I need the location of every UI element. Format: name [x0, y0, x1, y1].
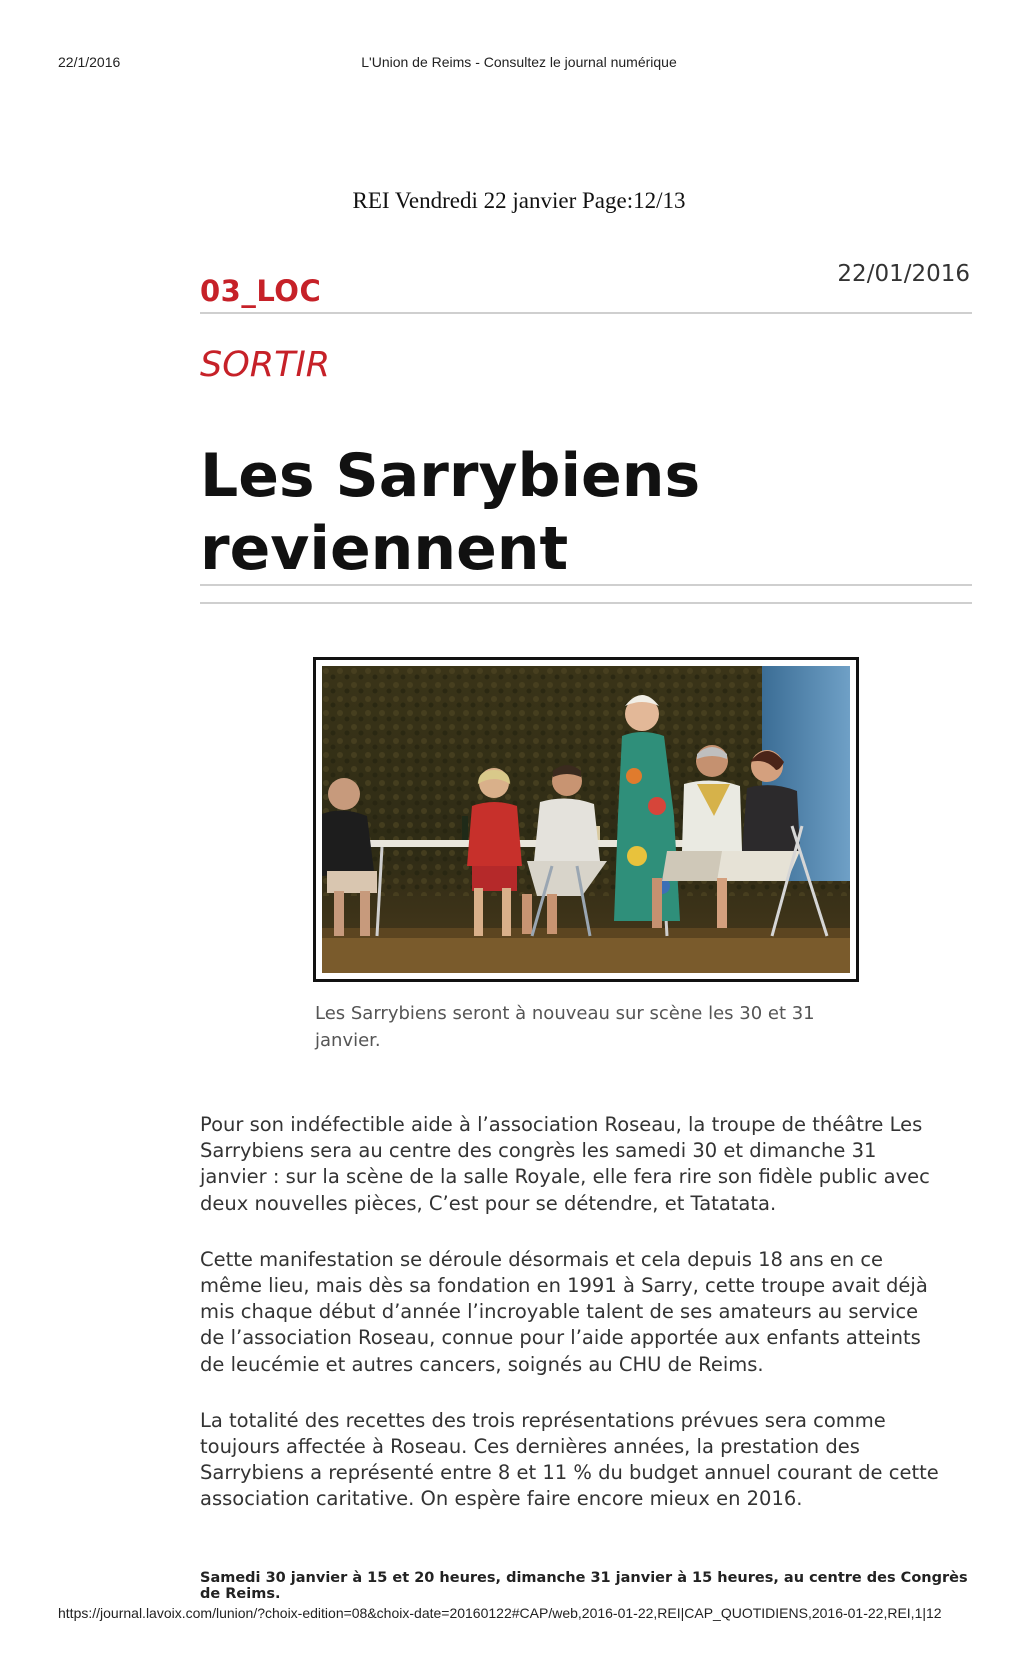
headline	[200, 440, 920, 586]
article-photo	[313, 657, 859, 982]
divider	[200, 312, 972, 314]
divider	[200, 602, 972, 604]
headline-line-2: reviennent	[200, 514, 569, 584]
body-paragraph: Pour son indéfectible aide à l’association Roseau, la troupe de théâtre Les Sarrybiens sera au centre des congrès les samedi 30 et dimanche 31 janvier : sur la scène de la salle Royale, elle fera rire son fidèle public avec deux nouvelles pièces, C’est pour se détendre, et Tatatata.	[200, 1113, 930, 1215]
article-date: 22/01/2016	[837, 261, 970, 287]
rubric: SORTIR	[200, 345, 331, 385]
print-footer-url: https://journal.lavoix.com/lunion/?choix-edition=08&choix-date=20160122#CAP/web,2016-01-22,REI|CAP_QUOTIDIENS,2016-01-22,REI,1|12	[58, 1605, 942, 1621]
section-code: 03_LOC	[200, 274, 322, 308]
print-page-title: L'Union de Reims - Consultez le journal numérique	[361, 54, 677, 70]
body-paragraph: La totalité des recettes des trois représentations prévues sera comme toujours affectée à Roseau. Ces dernières années, la prestation des Sarrybiens a représenté entre 8 et 11 % du budget annuel courant de cette association caritative. On espère faire encore mieux en 2016.	[200, 1408, 939, 1511]
photo-caption: Les Sarrybiens seront à nouveau sur scène les 30 et 31 janvier.	[315, 1003, 815, 1051]
divider	[200, 584, 972, 586]
print-date: 22/1/2016	[58, 54, 121, 70]
page-reference: REI Vendredi 22 janvier Page:12/13	[352, 188, 686, 213]
article-body	[200, 1112, 940, 1543]
stage-photo	[322, 666, 850, 973]
headline-line-1: Les Sarrybiens	[200, 441, 701, 511]
body-paragraph: Cette manifestation se déroule désormais et cela depuis 18 ans en ce même lieu, mais dès sa fondation en 1991 à Sarry, cette troupe avait déjà mis chaque début d’année l’incroyable talent de ses amateurs au service de l’association Roseau, connue pour l’aide apportée aux enfants atteints de leucémie et autres cancers, soignés au CHU de Reims.	[200, 1247, 928, 1376]
event-info: Samedi 30 janvier à 15 et 20 heures, dimanche 31 janvier à 15 heures, au centre des Congrès de Reims.	[200, 1570, 968, 1602]
theatre-scene-image	[322, 666, 850, 973]
